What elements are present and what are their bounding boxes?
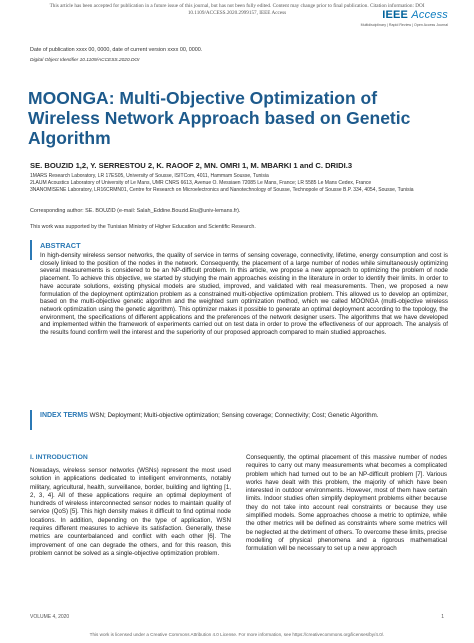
- publication-dates: Date of publication xxxx 00, 0000, date of current version xxxx 00, 0000.: [30, 47, 203, 53]
- affiliation-1: 1MARS Research Laboratory, LR 17ES05, University of Sousse, ISITCom, 4011, Hammam Sousse, Tunisia: [30, 173, 269, 179]
- index-terms-text: WSN; Deployment; Multi-objective optimization; Sensing coverage; Connectivity; Cost; Genetic Algorithm.: [89, 412, 379, 419]
- index-terms-label: INDEX TERMS: [40, 412, 88, 419]
- abstract-marker: [30, 240, 32, 260]
- index-terms-marker: [30, 410, 32, 430]
- volume-label: VOLUME 4, 2020: [30, 614, 70, 620]
- page-number: 1: [441, 614, 444, 620]
- author-list: SE. BOUZID 1,2, Y. SERRESTOU 2, K. RAOOF 2, MN. OMRI 1, M. MBARKI 1 and C. DRIDI.3: [30, 161, 353, 170]
- doi-line: Digital Object Identifier 10.1109/ACCESS.2020.DOI: [30, 58, 140, 63]
- intro-left-column: Nowadays, wireless sensor networks (WSNs) represent the most used solution in applications dedicated to intelligent environments, notably military, agricultural, health, surveillance, border, building and lighting [1, 2, 3, 4]. All of these applications require an optimal deployment of hundreds of wireless interconnected sensor nodes to maintain quality of service (QoS) [5]. This high density makes it difficult to find optimal node locations. In addition, depending on the type of application, WSN requires different measures to achieve its satisfaction. Generally, these metrics are counterbalanced and conflict with each other [6]. The improvement of one can degrade the others, and for this reason, this problem cannot be solved as a single-objective optimization problem.: [30, 467, 231, 557]
- journal-notice-line2: 10.1109/ACCESS.2020.2999157, IEEE Access: [187, 9, 287, 16]
- abstract-text: In high-density wireless sensor networks, the quality of service in terms of sensing coverage, connectivity, lifetime, energy consumption and cost is closely linked to the position of the nodes in the network. Consequently, the placement of a large number of nodes while simultaneously optimizing several measurements is considered to be an NP-difficult problem. In this article, we propose a new approach to optimizing the problem of node placement. To achieve this objective, we started by studying the main approaches existing in the literature in order to identify their limits. In order to have accurate solutions, existing physical models are studied, improved, and validated with real measurements. Then, we proposed a new formulation of the deployment optimization problem as a constrained multi-objective optimization problem. This allowed us to develop an optimizer, based on the multi-objective genetic algorithm and the weighted sum optimization method, which we called MOONGA (multi-objective wireless network optimization using the genetic algorithm). This optimizer makes it possible to generate an optimal deployment according to the topology, the environment, the specifications of different applications and the preferences of the network designer users. The algorithms that we have developed and implemented within the framework of experiments carried out on test data in order to prove the effectiveness of our approach. The analysis of the results found confirm well the interest and the superiority of our proposed approach compared to main studied approaches.: [40, 252, 448, 337]
- corresponding-author: Corresponding author: SE. BOUZID (e-mail: Salah_Eddine.Bouzid.Etu@univ-lemans.fr).: [30, 208, 241, 214]
- abstract-heading: ABSTRACT: [40, 241, 81, 250]
- journal-notice-line1: This article has been accepted for publication in a future issue of this journal, but has not been fully edited. Content may change prior to final publication. Citation information: DOI: [49, 3, 425, 9]
- paper-title: MOONGA: Multi-Objective Optimization of Wireless Network Approach based on Genetic Algorithm: [28, 88, 411, 148]
- index-terms: [40, 412, 448, 420]
- logo-tagline: Multidisciplinary | Rapid Review | Open Access Journal: [360, 23, 448, 27]
- affiliation-2: 2LAUM Acoustics Laboratory of University of Le Mans, UMR CNRS 6613, Avenue O. Messiaen 72085 Le Mans, France; LR 5585 Le Mans Cedex, France: [30, 180, 372, 186]
- ieee-access-logo: [382, 9, 448, 21]
- logo-ieee-text: IEEE: [382, 9, 409, 21]
- intro-right-column: Consequently, the optimal placement of this massive number of nodes requires to carry out many measurements what becomes a complicated problem which had turned out to be an NP-difficult problem [7]. Various works have dealt with this problem, the majority of which have been interested in outdoor environments. However, most of them have certain limits. Indoor studies often simplify deployment problems either because they do not take into account real constraints or because they use simplified models. Some approaches choose a metric to optimize, while the other metrics will be defined as constraints where some metrics will be neglected at the detriment of others. To overcome these limits, precise modelling of physical phenomena and a rigorous mathematical formulation will be necessary to set up a new approach: [246, 454, 447, 553]
- introduction-heading: I. INTRODUCTION: [30, 454, 88, 461]
- affiliation-3: 3NANOMISENE Laboratory, LR16CRMN01, Centre for Research on Microelectronics and Nanotechnology of Sousse, Technopole of Sousse B.P. 334, 4054, Sousse, Tunisia: [30, 187, 414, 193]
- logo-access-text: Access: [411, 9, 448, 21]
- license-notice: This work is licensed under a Creative Commons Attribution 4.0 License. For more information, see https://creativecommons.org/licenses/by/4.0/.: [89, 632, 385, 637]
- funding-note: This work was supported by the Tunisian Ministry of Higher Education and Scientific Research.: [30, 224, 256, 230]
